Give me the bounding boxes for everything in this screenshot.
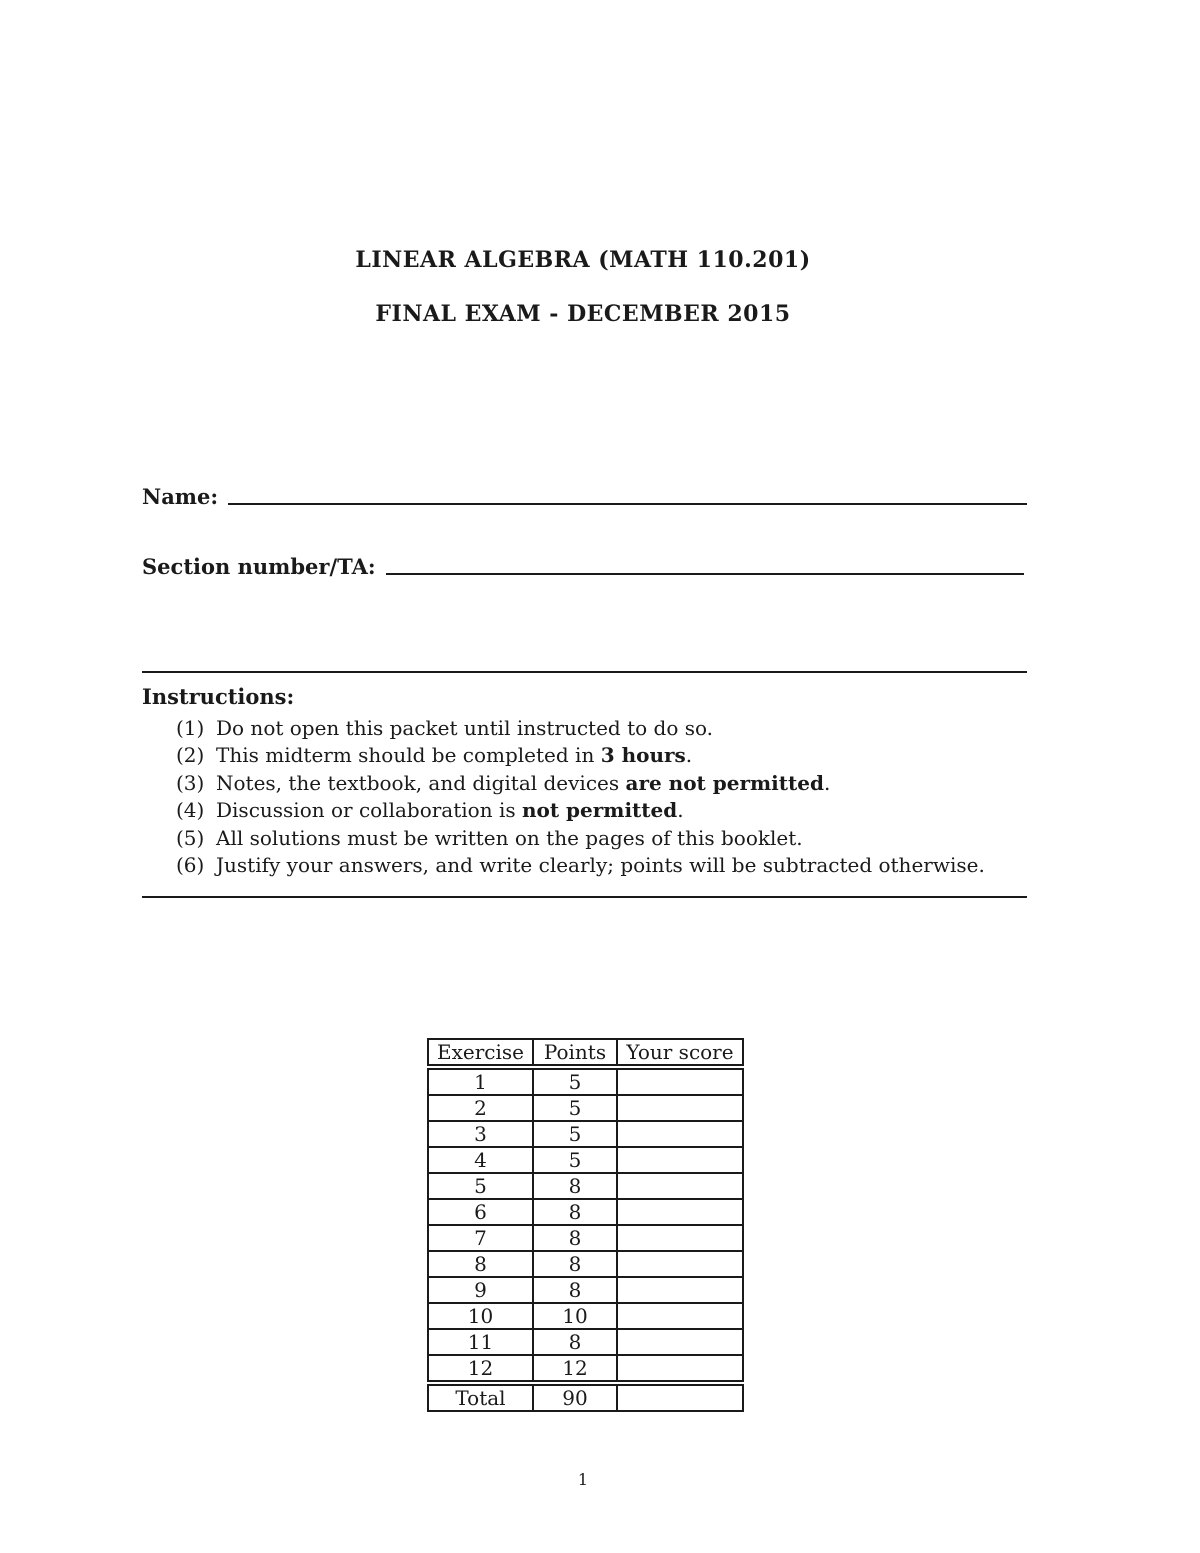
name-field bbox=[142, 484, 1027, 509]
score-cell[interactable] bbox=[617, 1147, 743, 1173]
course-title: LINEAR ALGEBRA (MATH 110.201) bbox=[355, 247, 811, 273]
table-row bbox=[428, 1199, 743, 1225]
exercise-cell: 5 bbox=[428, 1173, 533, 1199]
exercise-cell: 8 bbox=[428, 1251, 533, 1277]
score-cell[interactable] bbox=[617, 1121, 743, 1147]
score-cell[interactable] bbox=[617, 1225, 743, 1251]
points-cell: 5 bbox=[533, 1095, 617, 1121]
instruction-number: (2) bbox=[176, 743, 205, 768]
table-row bbox=[428, 1121, 743, 1147]
exam-title: FINAL EXAM - DECEMBER 2015 bbox=[375, 301, 791, 327]
page-number: 1 bbox=[577, 1470, 589, 1489]
instruction-text: . bbox=[685, 743, 693, 768]
table-row bbox=[428, 1303, 743, 1329]
name-blank-line[interactable] bbox=[228, 502, 1027, 505]
instructions-top-rule bbox=[142, 671, 1027, 673]
score-cell[interactable] bbox=[617, 1251, 743, 1277]
instruction-item bbox=[176, 797, 985, 824]
points-cell: 90 bbox=[533, 1385, 617, 1411]
section-field bbox=[142, 554, 1024, 579]
table-row bbox=[428, 1225, 743, 1251]
header-exercise: Exercise bbox=[428, 1039, 533, 1065]
exercise-cell: 2 bbox=[428, 1095, 533, 1121]
table-row bbox=[428, 1147, 743, 1173]
table-row bbox=[428, 1355, 743, 1381]
instructions-heading: Instructions: bbox=[142, 684, 295, 709]
instruction-number: (5) bbox=[176, 825, 205, 850]
score-cell[interactable] bbox=[617, 1095, 743, 1121]
header-your-score: Your score bbox=[617, 1039, 743, 1065]
points-cell: 8 bbox=[533, 1329, 617, 1355]
score-cell[interactable] bbox=[617, 1069, 743, 1095]
score-cell[interactable] bbox=[617, 1355, 743, 1381]
table-row bbox=[428, 1069, 743, 1095]
instructions-bottom-rule bbox=[142, 896, 1027, 898]
score-cell[interactable] bbox=[617, 1303, 743, 1329]
points-cell: 8 bbox=[533, 1225, 617, 1251]
table-row bbox=[428, 1277, 743, 1303]
points-cell: 5 bbox=[533, 1147, 617, 1173]
instruction-text: . bbox=[823, 770, 831, 795]
points-cell: 8 bbox=[533, 1277, 617, 1303]
section-label: Section number/TA: bbox=[142, 554, 376, 579]
instruction-item bbox=[176, 742, 985, 769]
instruction-number: (4) bbox=[176, 798, 205, 823]
score-cell[interactable] bbox=[617, 1199, 743, 1225]
score-cell[interactable] bbox=[617, 1329, 743, 1355]
table-row bbox=[428, 1329, 743, 1355]
instruction-item bbox=[176, 825, 985, 852]
instruction-emphasis: 3 hours bbox=[600, 743, 686, 768]
points-cell: 5 bbox=[533, 1069, 617, 1095]
score-cell[interactable] bbox=[617, 1385, 743, 1411]
instruction-item bbox=[176, 770, 985, 797]
exercise-cell: 6 bbox=[428, 1199, 533, 1225]
score-table-header-row bbox=[428, 1039, 743, 1065]
instruction-text: All solutions must be written on the pages of this booklet. bbox=[216, 825, 803, 850]
points-cell: 10 bbox=[533, 1303, 617, 1329]
instruction-emphasis: not permitted bbox=[521, 798, 678, 823]
instruction-text: Discussion or collaboration is bbox=[216, 798, 522, 823]
instruction-number: (6) bbox=[176, 852, 205, 877]
instruction-item bbox=[176, 715, 985, 742]
name-label: Name: bbox=[142, 484, 219, 509]
table-row bbox=[428, 1095, 743, 1121]
score-table bbox=[427, 1038, 744, 1412]
table-row bbox=[428, 1251, 743, 1277]
total-row bbox=[428, 1385, 743, 1411]
exercise-cell: 4 bbox=[428, 1147, 533, 1173]
exercise-cell: 10 bbox=[428, 1303, 533, 1329]
exercise-cell: 3 bbox=[428, 1121, 533, 1147]
points-cell: 12 bbox=[533, 1355, 617, 1381]
table-row bbox=[428, 1173, 743, 1199]
exercise-cell: 12 bbox=[428, 1355, 533, 1381]
score-cell[interactable] bbox=[617, 1173, 743, 1199]
instruction-number: (3) bbox=[176, 770, 205, 795]
instructions-list bbox=[176, 715, 985, 879]
instruction-text: This midterm should be completed in bbox=[216, 743, 601, 768]
score-cell[interactable] bbox=[617, 1277, 743, 1303]
points-cell: 5 bbox=[533, 1121, 617, 1147]
exercise-cell: 7 bbox=[428, 1225, 533, 1251]
header-points: Points bbox=[533, 1039, 617, 1065]
exercise-cell: Total bbox=[428, 1385, 533, 1411]
instruction-emphasis: are not permitted bbox=[625, 770, 824, 795]
exercise-cell: 11 bbox=[428, 1329, 533, 1355]
instruction-text: . bbox=[677, 798, 684, 823]
points-cell: 8 bbox=[533, 1199, 617, 1225]
instruction-number: (1) bbox=[176, 716, 205, 740]
points-cell: 8 bbox=[533, 1251, 617, 1277]
exercise-cell: 1 bbox=[428, 1069, 533, 1095]
points-cell: 8 bbox=[533, 1173, 617, 1199]
exercise-cell: 9 bbox=[428, 1277, 533, 1303]
instruction-item bbox=[176, 852, 985, 879]
instruction-text: Notes, the textbook, and digital devices bbox=[216, 770, 626, 795]
instruction-text: Do not open this packet until instructed to do so. bbox=[216, 716, 714, 740]
instruction-text: Justify your answers, and write clearly; points will be subtracted otherwise. bbox=[216, 852, 985, 877]
section-blank-line[interactable] bbox=[386, 572, 1024, 575]
